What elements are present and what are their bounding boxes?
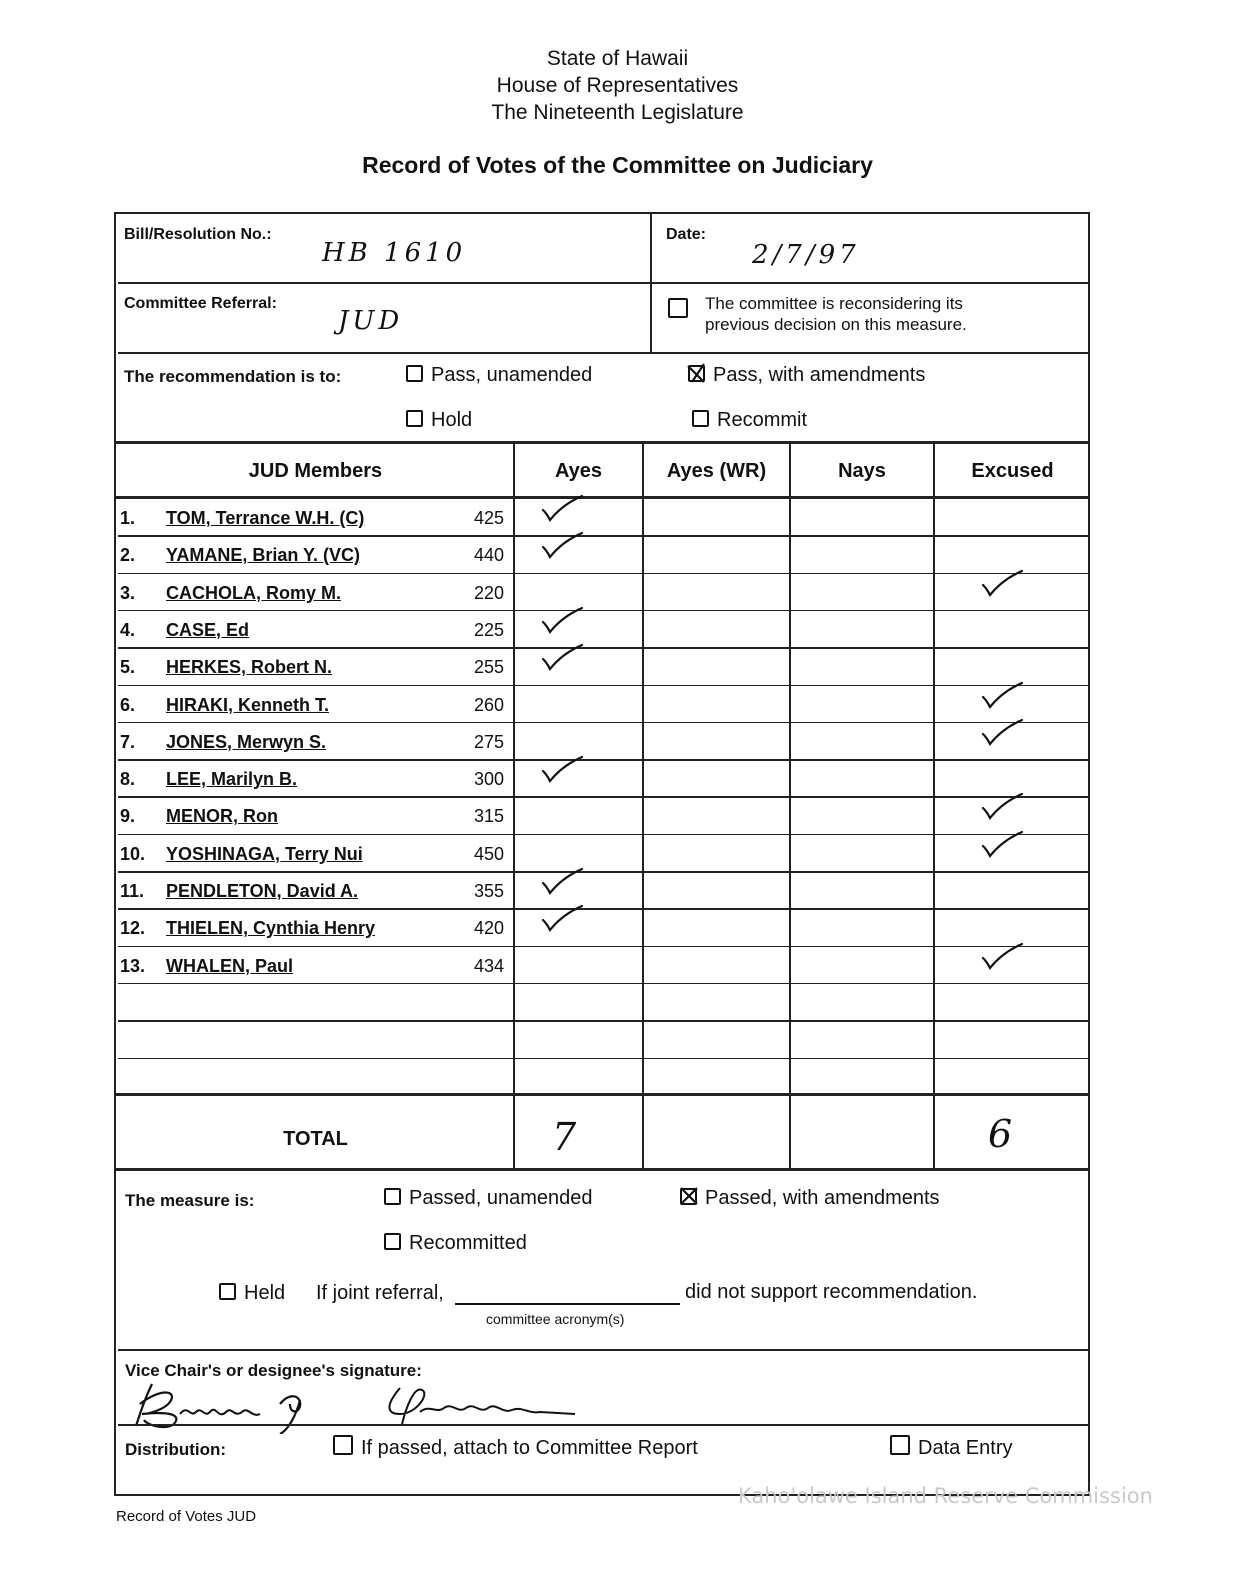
footer-label: Record of Votes JUD [116,1508,257,1525]
table-row [120,732,326,753]
row-divider [118,1058,1090,1060]
member-room: 440 [473,545,504,566]
vote-checkmark-icon [980,942,1024,972]
page-title: Record of Votes of the Committee on Judiciary [362,152,873,178]
table-row [120,695,329,716]
vote-checkmark-icon [980,792,1024,822]
divider [114,496,1090,499]
header-house: House of Representatives [496,74,739,97]
divider [118,1424,1090,1426]
header-state: State of Hawaii [546,47,689,70]
signature-label: Vice Chair's or designee's signature: [125,1361,422,1380]
divider [789,443,791,1170]
member-name: TOM, Terrance W.H. (C) [166,508,365,528]
divider [642,443,644,1170]
rec-recommit-label: Recommit [717,409,808,431]
referral-label: Committee Referral: [124,295,277,312]
signature-image [130,1374,600,1439]
distribution-attach[interactable] [333,1435,698,1460]
rec-pass-unamended-label: Pass, unamended [431,364,593,386]
divider [118,282,1090,284]
rec-pass-with-amendments[interactable] [688,364,925,387]
date-value: 2/7/97 [752,240,860,270]
divider [513,443,515,1170]
member-number: 7. [120,731,136,752]
member-name: YOSHINAGA, Terry Nui [166,843,363,864]
member-name: CASE, Ed [166,619,250,640]
divider [933,443,935,1170]
member-number: 3. [120,582,136,603]
divider [114,441,1090,444]
member-room: 220 [473,582,504,603]
row-divider [118,759,1090,761]
distribution-label: Distribution: [125,1440,227,1459]
checkbox-icon [406,365,423,382]
vote-checkmark-icon [980,681,1024,711]
table-row [120,844,363,865]
measure-passed-unamended-label: Passed, unamended [409,1187,593,1209]
row-divider [118,946,1090,948]
member-room: 255 [473,657,504,678]
member-room: 355 [473,881,504,901]
distribution-data-entry[interactable] [890,1435,1012,1460]
row-divider [118,573,1090,575]
table-row [120,508,364,529]
member-name: LEE, Marilyn B. [166,769,298,790]
divider [114,1093,1090,1096]
member-number: 5. [120,657,136,678]
joint-referral-blank[interactable] [455,1303,680,1305]
watermark: Kaho'olawe Island Reserve Commission [738,1484,1153,1508]
checked-box-icon [680,1188,697,1205]
recommendation-label: The recommendation is to: [124,367,342,386]
vote-checkmark-icon [540,904,584,934]
member-number: 12. [120,918,146,939]
vote-checkmark-icon [540,531,584,561]
table-row [120,545,360,566]
member-room: 225 [473,619,504,640]
bill-label: Bill/Resolution No.: [124,226,272,243]
row-divider [118,796,1090,798]
divider [118,352,1090,354]
member-number: 10. [120,843,146,864]
member-number: 1. [120,508,136,528]
joint-referral-prefix: If joint referral, [316,1282,444,1304]
member-name: MENOR, Ron [166,806,278,827]
member-name: HIRAKI, Kenneth T. [166,694,330,715]
member-name: THIELEN, Cynthia Henry [166,918,376,939]
vote-checkmark-icon [540,867,584,897]
member-number: 11. [120,881,145,901]
divider [114,1168,1090,1171]
divider [650,212,652,352]
reconsider-checkbox[interactable] [668,298,696,322]
member-name: YAMANE, Brian Y. (VC) [166,545,361,566]
row-divider [118,1020,1090,1022]
table-row [120,806,278,827]
vote-checkmark-icon [980,830,1024,860]
reconsider-text-line: previous decision on this measure. [705,315,967,334]
member-name: CACHOLA, Romy M. [166,582,341,603]
row-divider [118,610,1090,612]
checkbox-icon [333,1435,353,1455]
total-ayes: 7 [552,1115,581,1159]
member-number: 4. [120,619,136,640]
vote-checkmark-icon [540,606,584,636]
row-divider [118,834,1090,836]
checkbox-icon [384,1188,401,1205]
measure-label: The measure is: [125,1191,255,1210]
measure-recommitted-label: Recommitted [409,1232,527,1254]
member-room: 275 [473,731,504,752]
col-header-nays: Nays [838,460,886,482]
col-header-ayes: Ayes [554,460,603,482]
checked-box-icon [688,365,705,382]
checkbox-icon [219,1283,236,1300]
measure-passed-with-amendments-label: Passed, with amendments [705,1187,940,1209]
row-divider [118,908,1090,910]
reconsider-text [705,293,967,335]
col-header-ayes-wr: Ayes (WR) [666,460,767,482]
member-room: 434 [473,955,504,976]
checkbox-icon [692,410,709,427]
member-room: 300 [473,769,504,790]
bill-value: HB 1610 [322,238,467,268]
row-divider [118,871,1090,873]
rec-recommit[interactable] [692,409,807,432]
member-number: 2. [120,545,136,566]
distribution-attach-label: If passed, attach to Committee Report [361,1437,698,1459]
table-row [120,881,358,902]
checkbox-icon [406,410,423,427]
reconsider-text-line: The committee is reconsidering its [705,294,963,313]
col-header-excused: Excused [971,460,1054,482]
table-row [120,583,341,604]
table-row [120,620,249,641]
table-row [120,918,375,939]
rec-hold[interactable] [406,409,472,432]
vote-checkmark-icon [980,569,1024,599]
acronym-caption: committee acronym(s) [486,1311,625,1327]
member-room: 450 [473,843,504,864]
checkbox-icon [890,1435,910,1455]
rec-hold-label: Hold [431,409,473,431]
measure-passed-with-amendments[interactable] [680,1187,940,1210]
member-number: 8. [120,769,136,790]
rec-pass-with-amendments-label: Pass, with amendments [713,364,926,386]
vote-checkmark-icon [540,643,584,673]
member-room: 425 [473,508,504,528]
measure-held-label: Held [244,1282,286,1304]
col-header-members: JUD Members [248,460,383,482]
referral-value: JUD [338,306,404,336]
table-row [120,657,332,678]
table-row [120,769,297,790]
row-divider [118,983,1090,985]
total-excused: 6 [988,1112,1017,1156]
member-room: 420 [473,918,504,939]
checkbox-icon [384,1233,401,1250]
member-number: 13. [120,955,146,976]
joint-referral-suffix: did not support recommendation. [685,1281,978,1303]
vote-checkmark-icon [980,718,1024,748]
vote-checkmark-icon [540,755,584,785]
row-divider [118,535,1090,537]
rec-pass-unamended[interactable] [406,364,592,387]
row-divider [118,685,1090,687]
vote-checkmark-icon [540,494,584,524]
member-name: WHALEN, Paul [166,955,294,976]
measure-recommitted[interactable] [384,1232,527,1255]
distribution-data-entry-label: Data Entry [918,1437,1013,1459]
measure-passed-unamended[interactable] [384,1187,592,1210]
row-divider [118,722,1090,724]
member-number: 9. [120,806,136,827]
member-name: JONES, Merwyn S. [166,731,327,752]
divider [118,1349,1090,1351]
total-label: TOTAL [283,1128,348,1150]
member-name: PENDLETON, David A. [166,881,359,901]
member-number: 6. [120,694,136,715]
row-divider [118,647,1090,649]
date-label: Date: [666,226,707,243]
table-row [120,956,293,977]
member-name: HERKES, Robert N. [166,657,333,678]
header-legislature: The Nineteenth Legislature [491,101,744,124]
member-room: 260 [473,694,504,715]
measure-held[interactable] [219,1282,285,1305]
member-room: 315 [473,806,504,827]
